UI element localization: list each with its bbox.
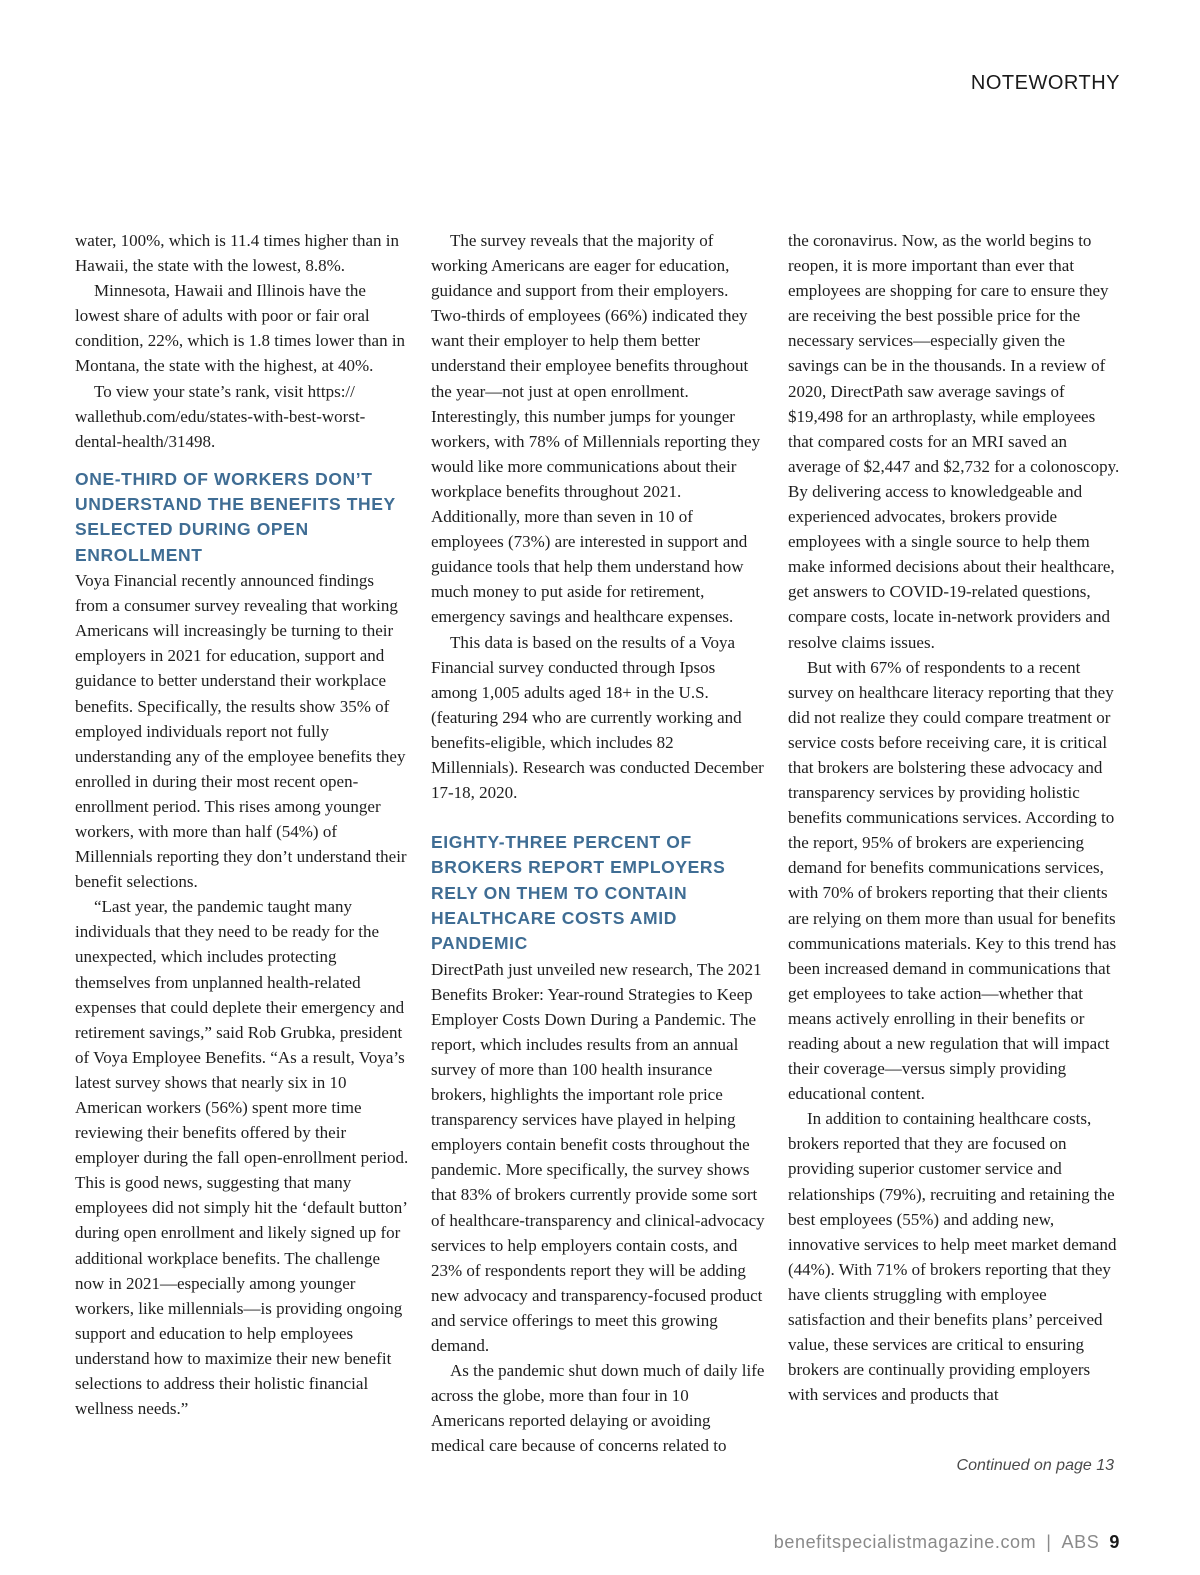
footer-separator: |: [1046, 1532, 1052, 1552]
page-footer: [774, 1532, 1120, 1553]
paragraph: This data is based on the results of a Voya Financial survey conducted through Ipsos among 1,005 adults aged 18+ in the U.S. (featuring 294 who are currently working and benefits-eligible, which includes 82 Millennials). Research was conducted December 17-18, 2020.: [431, 632, 764, 803]
column-3: [788, 228, 1120, 1407]
section-label: NOTEWORTHY: [970, 72, 1120, 94]
paragraph: the coronavirus. Now, as the world begins to reopen, it is more important than ever that employees are shopping for care to ensure they are receiving the best possible price for the necessary services—especially given the savings can be in the thousands. In a review of 2020, DirectPath saw average savings of $19,498 for an arthroplasty, while employees that compared costs for an MRI saved an average of $2,447 and $2,732 for a colonoscopy. By delivering access to knowledgeable and experienced advocates, brokers provide employees with a single source to help them make informed decisions about their healthcare, get answers to COVID-19-related questions, compare costs, locate in-network providers and resolve claims issues.: [788, 231, 1120, 652]
paragraph: But with 67% of respondents to a recent survey on healthcare literacy reporting that they did not realize they could compare treatment or service costs before receiving care, it is critical that brokers are bolstering these advocacy and transparency services by providing holistic benefits communications services. According to the report, 95% of brokers are experiencing demand for benefits communications services, with 70% of brokers reporting that their clients are relying on them more than usual for benefits communications materials. Key to this trend has been increased demand in communications that get employees to take action—whether that means actively enrolling in their benefits or reading about a new regulation that will impact their coverage—versus simply providing educational content.: [788, 657, 1117, 1104]
paragraph: In addition to containing healthcare costs, brokers reported that they are focused on providing superior customer service and relationships (79%), recruiting and retaining the best employees (55%) and adding new, innovative services to help meet market demand (44%). With 71% of brokers reporting that they have clients struggling with employee satisfaction and their benefits plans’ perceived value, these services are critical to ensuring brokers are continually providing employers with services and products that: [788, 1109, 1117, 1405]
column-2: [431, 228, 765, 1459]
paragraph: DirectPath just unveiled new research, The 2021 Benefits Broker: Year-round Strategies to Keep Employer Costs Down During a Pandemic. The report, which includes results from an annual survey of more than 100 health insurance brokers, highlights the important role price transparency services have played in helping employers contain benefit costs throughout the pandemic. More specifically, the survey shows that 83% of brokers currently provide some sort of healthcare-transparency and clinical-advocacy services to help employers contain costs, and 23% of respondents report they will be adding new advocacy and transparency-focused product and service offerings to meet this growing demand.: [431, 959, 765, 1356]
paragraph: Voya Financial recently announced findings from a consumer survey revealing that working Americans will increasingly be turning to their employers in 2021 for education, support and guidance to better understand their workplace benefits. Specifically, the results show 35% of employed individuals report not fully understanding any of the employee benefits they enrolled in during their most recent open-enrollment period. This rises among younger workers, with more than half (54%) of Millennials reporting they don’t understand their benefit selections.: [75, 571, 407, 892]
footer-publication: ABS: [1061, 1532, 1100, 1552]
paragraph: water, 100%, which is 11.4 times higher than in Hawaii, the state with the lowest, 8.8%.: [75, 231, 399, 276]
paragraph: As the pandemic shut down much of daily life across the globe, more than four in 10 Americans reported delaying or avoiding medical care because of concerns related to: [431, 1361, 765, 1456]
continued-note: Continued on page 13: [956, 1457, 1114, 1474]
paragraph: “Last year, the pandemic taught many individuals that they need to be ready for the unexpected, which includes protecting themselves from unplanned health-related expenses that could deplete their emergency and retirement savings,” said Rob Grubka, president of Voya Employee Benefits. “As a result, Voya’s latest survey shows that nearly six in 10 American workers (56%) spent more time reviewing their benefits offered by their employer during the fall open-enrollment period. This is good news, suggesting that many employees did not simply hit the ‘default button’ during open enrollment and likely signed up for additional workplace benefits. The challenge now in 2021—especially among younger workers, like millennials—is providing ongoing support and education to help employees understand how to maximize their new benefit selections to address their holistic financial wellness needs.”: [75, 897, 409, 1419]
page-number: 9: [1109, 1532, 1120, 1552]
column-1: [75, 228, 409, 1421]
article-heading: EIGHTY-THREE PERCENT OF BROKERS REPORT EMPLOYERS RELY ON THEM TO CONTAIN HEALTHCARE COSTS AMID PANDEMIC: [431, 832, 726, 954]
article-heading: ONE-THIRD OF WORKERS DON’T UNDERSTAND THE BENEFITS THEY SELECTED DURING OPEN ENROLLMENT: [75, 468, 396, 565]
paragraph: To view your state’s rank, visit https:// wallethub.com/edu/states-with-best-worst-dental-health/31498.: [75, 381, 366, 451]
footer-site: benefitspecialistmagazine.com: [773, 1532, 1037, 1552]
paragraph: Minnesota, Hawaii and Illinois have the lowest share of adults with poor or fair oral condition, 22%, which is 1.8 times lower than in Montana, the state with the highest, at 40%.: [75, 281, 406, 376]
paragraph: The survey reveals that the majority of working Americans are eager for education, guidance and support from their employers. Two-thirds of employees (66%) indicated they want their employer to help them better understand their employee benefits throughout the year—not just at open enrollment. Interestingly, this number jumps for younger workers, with 78% of Millennials reporting they would like more communications about their workplace benefits throughout 2021. Additionally, more than seven in 10 of employees (73%) are interested in support and guidance tools that help them understand how much money to put aside for retirement, emergency savings and healthcare expenses.: [431, 231, 761, 627]
